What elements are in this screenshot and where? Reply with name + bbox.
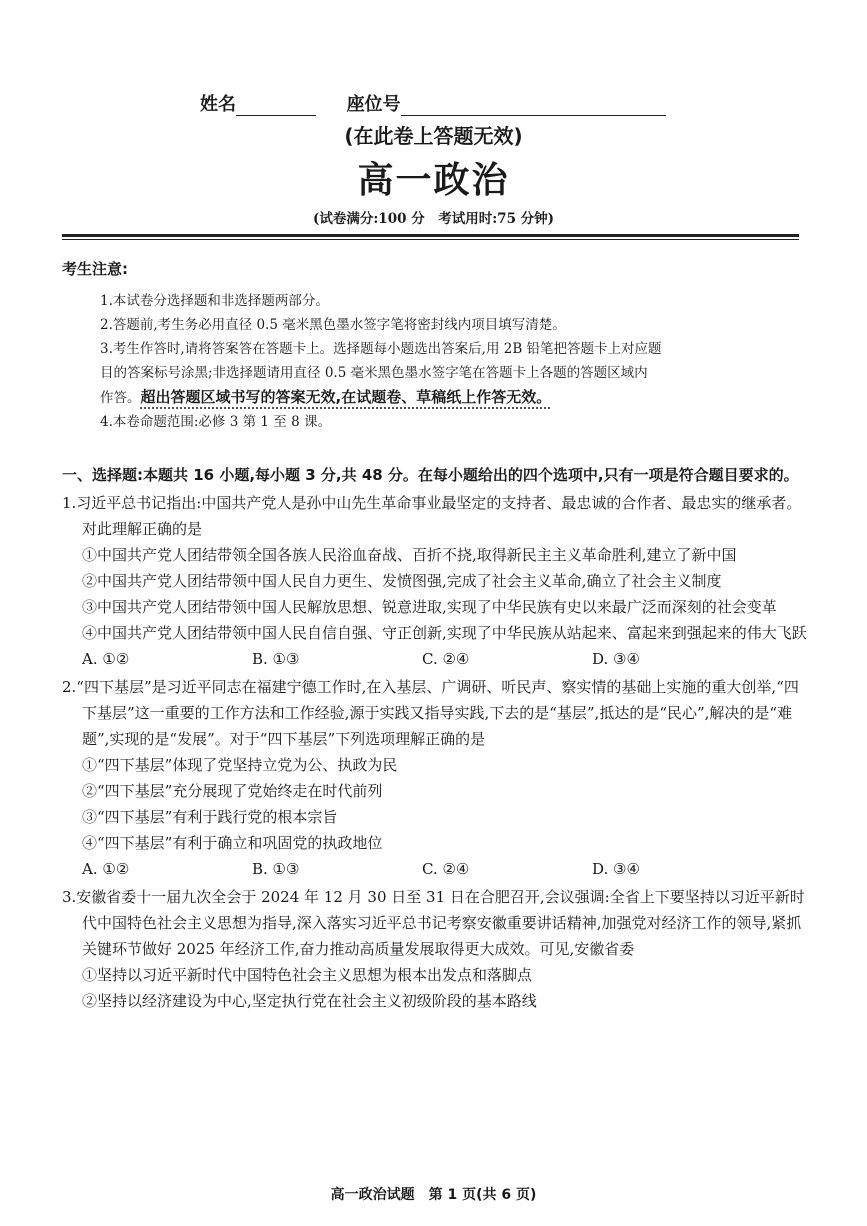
section-heading: 一、选择题:本题共 16 小题,每小题 3 分,共 48 分。在每小题给出的四个选项中,只有一项是符合题目要求的。 bbox=[62, 466, 799, 484]
choice-a: A. ①② bbox=[82, 650, 130, 668]
question-option: ①坚持以习近平新时代中国特色社会主义思想为根本出发点和落脚点 bbox=[82, 966, 533, 984]
choice-d: D. ③④ bbox=[592, 650, 640, 668]
question-option: ④“四下基层”有利于确立和巩固党的执政地位 bbox=[82, 834, 383, 852]
question-option: ③中国共产党人团结带领中国人民解放思想、锐意进取,实现了中华民族有史以来最广泛而深刻的社会变革 bbox=[82, 598, 777, 616]
question-3 bbox=[62, 884, 807, 1014]
exam-title: 高一政治 bbox=[357, 159, 510, 201]
question-option: ②“四下基层”充分展现了党始终走在时代前列 bbox=[82, 782, 383, 800]
notes-heading: 考生注意: bbox=[62, 260, 128, 278]
question-stem: 2.“四下基层”是习近平同志在福建宁德工作时,在入基层、广调研、听民声、察实情的基础上实施的重大创举,“四下基层”这一重要的工作方法和工作经验,源于实践又指导实践,下去的是“基层”,抵达的是“民心”,解决的是“难题”,实现的是“发展”。对于“四下基层”下列选项理解正确的是 bbox=[62, 678, 799, 748]
exam-notice: (在此卷上答题无效) bbox=[344, 124, 523, 148]
note-item: 3.考生作答时,请将答案答在答题卡上。选择题每小题选出答案后,用 2B 铅笔把答题卡上对应题 bbox=[100, 341, 662, 357]
choice-a: A. ①② bbox=[82, 860, 130, 878]
seat-blank bbox=[401, 97, 666, 116]
choice-b: B. ①③ bbox=[252, 860, 300, 878]
choice-c: C. ②④ bbox=[422, 650, 470, 668]
name-blank bbox=[236, 97, 316, 116]
question-option: ①中国共产党人团结带领全国各族人民浴血奋战、百折不挠,取得新民主主义革命胜利,建立了新中国 bbox=[82, 546, 737, 564]
answer-choices bbox=[62, 856, 807, 882]
question-option: ③“四下基层”有利于践行党的根本宗旨 bbox=[82, 808, 338, 826]
student-info-line bbox=[200, 90, 666, 116]
choice-c: C. ②④ bbox=[422, 860, 470, 878]
header-divider-thin bbox=[62, 239, 799, 240]
question-option: ①“四下基层”体现了党坚持立党为公、执政为民 bbox=[82, 756, 398, 774]
seat-label: 座位号 bbox=[346, 94, 401, 115]
note-item-continued: 目的答案标号涂黑;非选择题请用直径 0.5 毫米黑色墨水签字笔在答题卡上各题的答题区域内 bbox=[100, 365, 648, 381]
question-option: ④中国共产党人团结带领中国人民自信自强、守正创新,实现了中华民族从站起来、富起来到强起来的伟大飞跃 bbox=[82, 624, 807, 642]
note-item: 2.答题前,考生务必用直径 0.5 毫米黑色墨水签字笔将密封线内项目填写清楚。 bbox=[100, 317, 566, 333]
question-stem: 1.习近平总书记指出:中国共产党人是孙中山先生革命事业最坚定的支持者、最忠诚的合作者、最忠实的继承者。对此理解正确的是 bbox=[62, 494, 802, 538]
question-option: ②中国共产党人团结带领中国人民自力更生、发愤图强,完成了社会主义革命,确立了社会主义制度 bbox=[82, 572, 722, 590]
note-item: 1.本试卷分选择题和非选择题两部分。 bbox=[100, 293, 329, 309]
question-1 bbox=[62, 490, 807, 672]
question-stem: 3.安徽省委十一届九次全会于 2024 年 12 月 30 日至 31 日在合肥召开,会议强调:全省上下要坚持以习近平新时代中国特色社会主义思想为指导,深入落实习近平总书记考察安徽重要讲话精神,加强党对经济工作的领导,紧抓关键环节做好 2025 年经济工作,奋力推动高质量发展取得更大成效。可见,安徽省委 bbox=[62, 888, 805, 958]
header-divider-thick bbox=[62, 234, 799, 237]
question-option: ②坚持以经济建设为中心,坚定执行党在社会主义初级阶段的基本路线 bbox=[82, 992, 537, 1010]
note-item-continued bbox=[62, 385, 807, 410]
name-label: 姓名 bbox=[200, 94, 236, 115]
exam-subtitle: (试卷满分:100 分 考试用时:75 分钟) bbox=[312, 211, 555, 227]
choice-b: B. ①③ bbox=[252, 650, 300, 668]
note-emphasis: 超出答题区域书写的答案无效,在试题卷、草稿纸上作答无效。 bbox=[140, 388, 552, 406]
exam-content bbox=[62, 258, 807, 1014]
question-2 bbox=[62, 674, 807, 882]
note-fragment: 作答。 bbox=[100, 390, 141, 406]
page-footer: 高一政治试题 第 1 页(共 6 页) bbox=[330, 1187, 537, 1203]
answer-choices bbox=[62, 646, 807, 672]
choice-d: D. ③④ bbox=[592, 860, 640, 878]
note-item: 4.本卷命题范围:必修 3 第 1 至 8 课。 bbox=[100, 414, 331, 430]
